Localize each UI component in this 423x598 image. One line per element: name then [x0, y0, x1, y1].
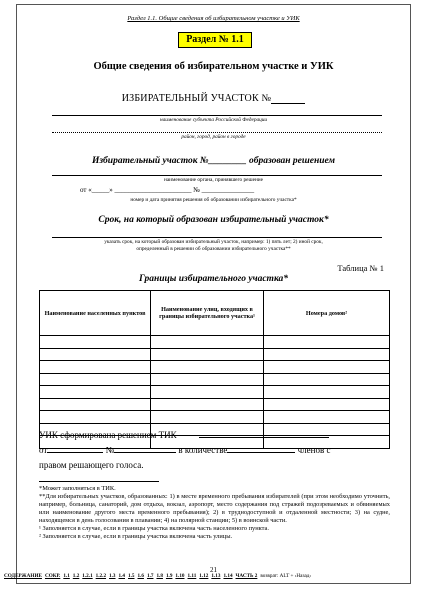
term-heading: Срок, на который образован избирательный участок*	[98, 215, 329, 225]
formation-heading: Избирательный участок №________ образован решением	[91, 156, 336, 166]
commission-name-field	[199, 437, 329, 438]
table-row	[40, 336, 390, 349]
table-cell[interactable]	[151, 398, 264, 411]
count-prefix: в количестве	[178, 445, 228, 455]
table-cell[interactable]	[264, 336, 390, 349]
column-header-streets: Наименование улиц, входящих в границы избирательного участка¹	[151, 291, 264, 336]
table-cell[interactable]	[264, 348, 390, 361]
table-cell[interactable]	[264, 398, 390, 411]
table-cell[interactable]	[151, 386, 264, 399]
running-title: Раздел 1.1. Общие сведения об избирательном участке и УИК	[127, 15, 300, 22]
table-row	[40, 398, 390, 411]
nav-link[interactable]: 1.9	[165, 573, 173, 579]
caption-region: район, город, район в городе	[181, 134, 246, 140]
number-prefix: №	[105, 445, 115, 455]
term-caption-line1: указать срок, на который образован избирательный участок, например: 1) пять лет; 2) иной срок,	[104, 239, 323, 245]
table-cell[interactable]	[151, 336, 264, 349]
section-label: Раздел № 1.1	[178, 32, 252, 48]
nav-link[interactable]: 1.2.1	[82, 573, 93, 579]
table-cell[interactable]	[40, 398, 151, 411]
footnote-2: **Для избирательных участков, образованных: 1) в месте временного пребывания избирателей (при этом необходимо уточнить, например, больница, санаторий, дом отдыха, вокзал, аэропорт, место содержания под стражей подозреваемых и обвиняемых или наименование другого места временного пребывания); 2) в труднодоступной и отдаленной местности; 3) на судне, находящемся в день голосования в плавании; 4) на полярной станции; 5) в воинской части.	[39, 493, 390, 524]
term-line	[52, 237, 382, 238]
table-row	[40, 411, 390, 424]
table-cell[interactable]	[151, 411, 264, 424]
subject-line	[52, 115, 382, 116]
footnote-1: *Может заполняться в ТИК.	[39, 485, 116, 492]
boundaries-table	[39, 290, 390, 449]
members-suffix: членов с	[297, 445, 331, 455]
nav-link[interactable]: 1.4	[118, 573, 125, 579]
nav-link[interactable]: СОДЕРЖАНИЕ	[4, 573, 42, 579]
table-cell[interactable]	[264, 361, 390, 374]
region-line	[52, 132, 382, 133]
nav-link[interactable]: 1.5	[128, 573, 135, 579]
nav-link[interactable]: 1.7	[146, 573, 154, 579]
nav-link[interactable]: 1.12	[199, 573, 209, 579]
district-number-heading	[17, 93, 410, 104]
table-cell[interactable]	[40, 361, 151, 374]
district-number-field	[271, 103, 305, 104]
commission-line2	[39, 445, 390, 455]
table-cell[interactable]	[264, 386, 390, 399]
table-cell[interactable]	[40, 411, 151, 424]
nav-link[interactable]: 1.2	[72, 573, 80, 579]
table-cell[interactable]	[40, 348, 151, 361]
term-caption-line2: определенный в решении об образовании избирательного участка**	[136, 246, 291, 252]
commission-line1	[39, 430, 390, 440]
nav-link[interactable]: 1.8	[156, 573, 163, 579]
footnote-3: ¹ Заполняется в случае, если в границы участка включена часть населенного пункта.	[39, 525, 269, 532]
table-cell[interactable]	[264, 373, 390, 386]
nav-link[interactable]: СОКР.	[44, 573, 61, 579]
column-header-houses: Номера домов²	[264, 291, 390, 336]
decision-date-number: от «_____» ______________________ № _______________	[80, 186, 255, 194]
table-cell[interactable]	[264, 411, 390, 424]
table-row	[40, 361, 390, 374]
caption-subject: наименование субъекта Российской Федерации	[159, 117, 268, 123]
table-cell[interactable]	[151, 373, 264, 386]
table-row	[40, 348, 390, 361]
table-cell[interactable]	[151, 348, 264, 361]
table-row	[40, 386, 390, 399]
page-title: Общие сведения об избирательном участке и УИК	[93, 61, 334, 72]
district-number-label: ИЗБИРАТЕЛЬНЫЙ УЧАСТОК №	[121, 93, 272, 104]
table-cell[interactable]	[40, 386, 151, 399]
footnote-separator	[39, 481, 159, 482]
nav-link[interactable]: 1.13	[211, 573, 221, 579]
nav-link[interactable]: 1.10	[175, 573, 185, 579]
navigation-bar	[4, 573, 423, 579]
table-cell[interactable]	[40, 336, 151, 349]
table-heading: Границы избирательного участка*	[138, 274, 289, 284]
formation-body-line	[52, 175, 382, 176]
nav-link[interactable]: 1.11	[187, 573, 197, 579]
table-label: Таблица № 1	[337, 263, 384, 273]
footnotes	[39, 485, 390, 541]
return-hint: возврат: ALT + ‹Назад›	[260, 573, 312, 579]
table-cell[interactable]	[40, 373, 151, 386]
caption-decision: номер и дата принятия решения об образовании избирательного участка*	[130, 197, 297, 203]
nav-link[interactable]: 1.6	[137, 573, 144, 579]
number-field	[114, 452, 176, 453]
table-row	[40, 373, 390, 386]
date-field	[47, 452, 103, 453]
commission-line3: правом решающего голоса.	[39, 460, 144, 470]
footnote-4: ² Заполняется в случае, если в границы участка включена часть улицы.	[39, 533, 233, 540]
nav-link[interactable]: 1.2.2	[95, 573, 107, 579]
document-page	[16, 4, 411, 584]
column-header-settlements: Наименование населенных пунктов	[40, 291, 151, 336]
date-prefix: от	[39, 445, 48, 455]
count-field	[227, 452, 295, 453]
commission-text: УИК сформирована решением ТИК	[39, 430, 177, 440]
table-header-row	[40, 291, 390, 336]
table-cell[interactable]	[151, 361, 264, 374]
nav-link[interactable]: 1.14	[223, 573, 233, 579]
page-number: 21	[210, 566, 217, 574]
caption-body: наименование органа, принявшего решение	[164, 177, 263, 183]
nav-link[interactable]: 1.1	[63, 573, 70, 579]
nav-link[interactable]: 1.3	[109, 573, 116, 579]
nav-link[interactable]: ЧАСТЬ 2	[235, 573, 258, 579]
